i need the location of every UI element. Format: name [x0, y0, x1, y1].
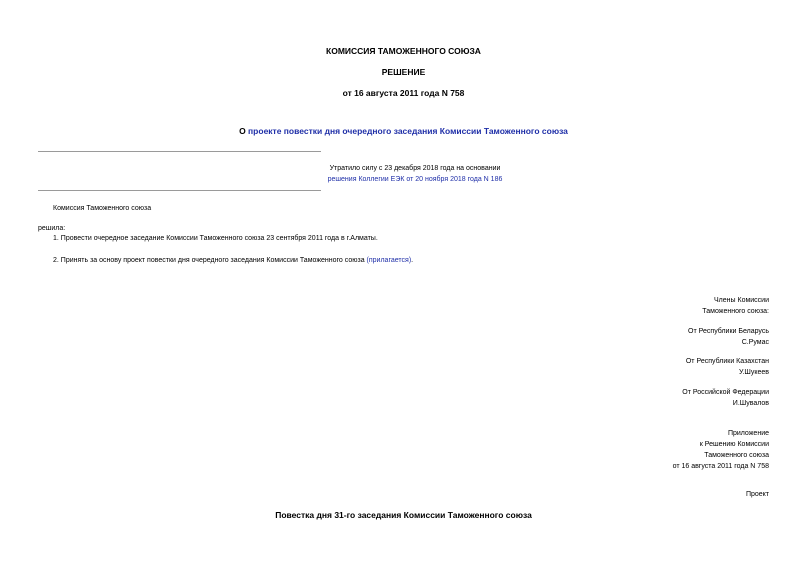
- russia-signatory: И.Шувалов: [732, 400, 769, 407]
- russia-country: От Российской Федерации: [682, 389, 769, 396]
- decision-item-1: 1. Провести очередное заседание Комиссии Таможенного союза 23 сентября 2011 года в г.Алматы.: [53, 235, 378, 242]
- decision-item-2-text: 2. Принять за основу проект повестки дня очередного заседания Комиссии Таможенного союза: [53, 257, 367, 264]
- doc-date-heading: от 16 августа 2011 года N 758: [342, 88, 465, 98]
- members-line-1: Члены Комиссии: [714, 297, 769, 304]
- decided-text: решила:: [38, 225, 66, 232]
- project-label: Проект: [745, 491, 769, 498]
- decision-item-2-end: .: [411, 257, 414, 264]
- kazakhstan-country: От Республики Казахстан: [685, 358, 769, 365]
- appendix-block: [673, 428, 769, 472]
- kazakhstan-block: [686, 356, 769, 378]
- org-heading: КОМИССИЯ ТАМОЖЕННОГО СОЮЗА: [326, 46, 481, 56]
- doc-title-prefix: О: [239, 126, 249, 136]
- status-note-text: Утратило силу с 23 декабря 2018 года на основании: [329, 165, 501, 172]
- members-block: [702, 295, 769, 317]
- agenda-title: Повестка дня 31-го заседания Комиссии Таможенного союза: [275, 510, 532, 520]
- kazakhstan-signatory: У.Шукеев: [738, 369, 769, 376]
- issuer-text: Комиссия Таможенного союза: [53, 205, 152, 212]
- russia-block: [682, 387, 769, 409]
- status-note: [300, 163, 530, 185]
- appendix-line-3: Таможенного союза: [704, 452, 769, 459]
- decision-item-2: [53, 256, 413, 265]
- belarus-block: [688, 326, 769, 348]
- top-divider: [38, 151, 321, 152]
- belarus-country: От Республики Беларусь: [688, 328, 769, 335]
- status-note-link[interactable]: решения Коллегии ЕЭК от 20 ноября 2018 года N 186: [327, 176, 503, 183]
- doc-title: [0, 126, 807, 137]
- doc-title-link[interactable]: проекте повестки дня очередного заседания Комиссии Таможенного союза: [248, 126, 568, 136]
- bottom-divider: [38, 190, 321, 191]
- appendix-line-1: Приложение: [727, 430, 769, 437]
- appendix-line-4: от 16 августа 2011 года N 758: [672, 463, 769, 470]
- appendix-line-2: к Решению Комиссии: [699, 441, 769, 448]
- members-line-2: Таможенного союза:: [702, 308, 769, 315]
- doc-type-heading: РЕШЕНИЕ: [381, 67, 426, 77]
- belarus-signatory: С.Румас: [741, 339, 769, 346]
- attachment-link[interactable]: (прилагается): [366, 257, 412, 264]
